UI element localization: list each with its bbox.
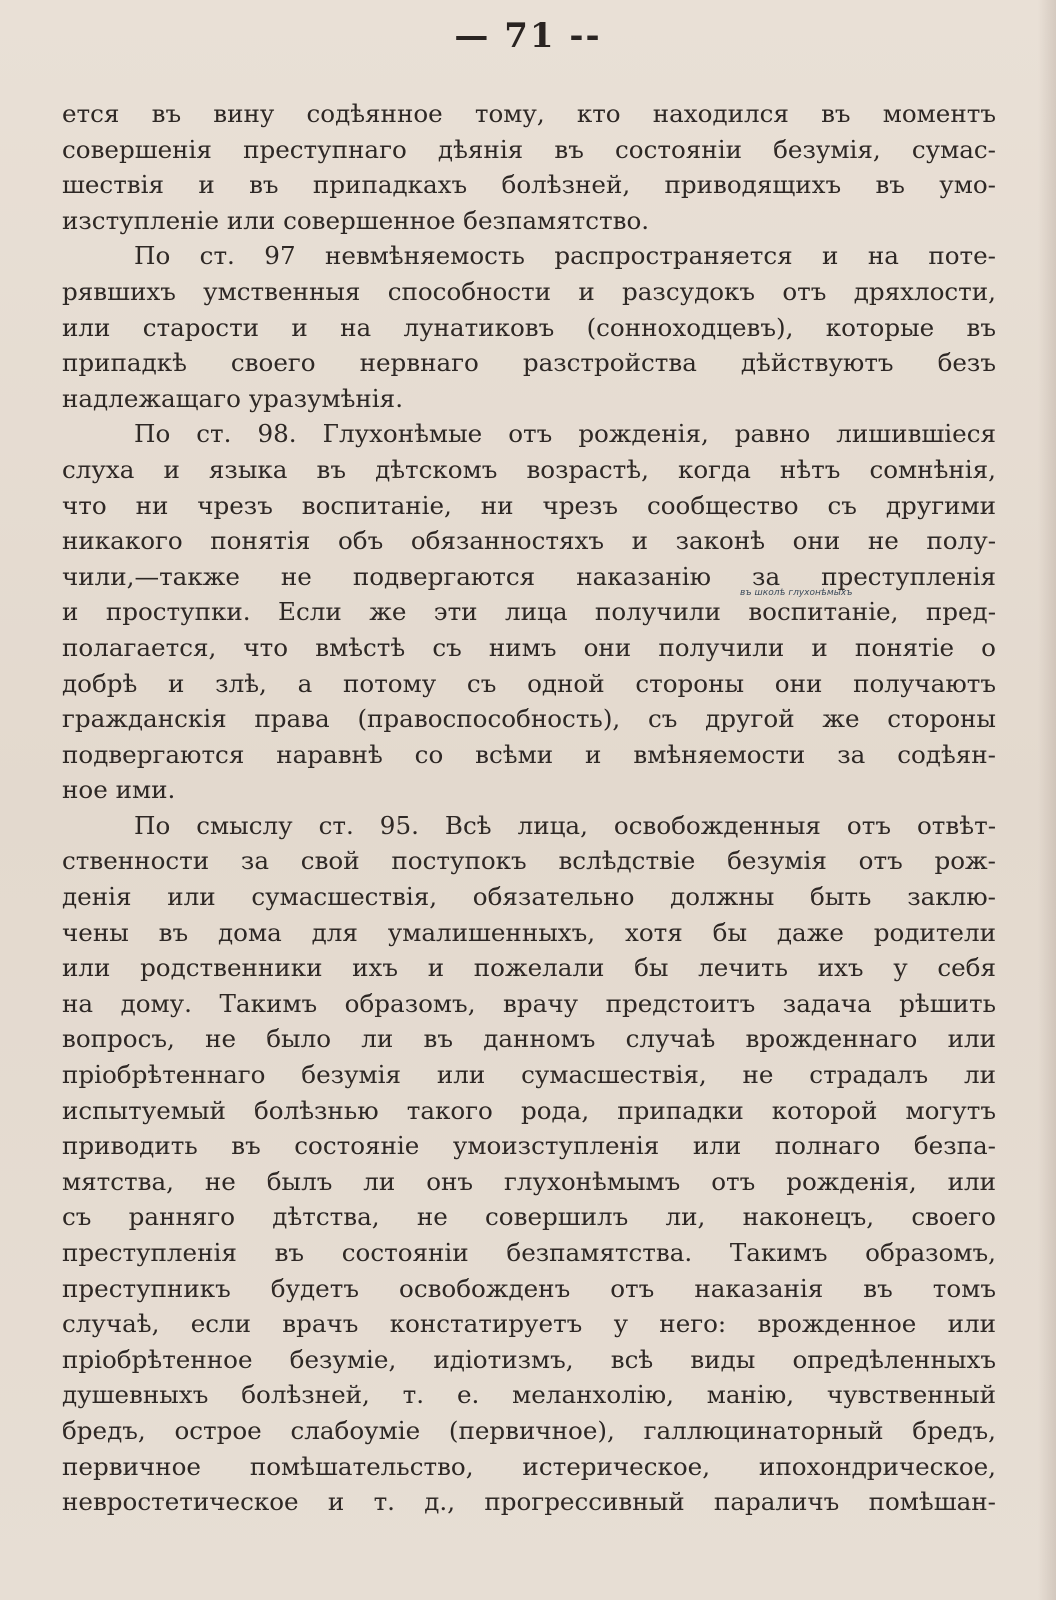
text-line: невростетическое и т. д., прогрессивный параличъ помѣшан- — [62, 1487, 996, 1517]
text-line: или старости и на лунатиковъ (сонноходцевъ), которые въ — [62, 312, 996, 342]
text-line: шествія и въ припадкахъ болѣзней, приводящихъ въ умо- — [62, 170, 996, 200]
text-line: преступникъ будетъ освобожденъ отъ наказанія въ томъ — [62, 1273, 996, 1303]
text-line: По смыслу ст. 95. Всѣ лица, освобожденныя отъ отвѣт- — [134, 810, 996, 840]
text-line: припадкѣ своего нервнаго разстройства дѣйствуютъ безъ — [62, 348, 996, 378]
text-line: душевныхъ болѣзней, т. е. меланхолію, манію, чувственный — [62, 1380, 996, 1410]
text-line: чили,—также не подвергаются наказанію за преступленія — [62, 561, 996, 591]
text-line: слуха и языка въ дѣтскомъ возрастѣ, когда нѣтъ сомнѣнія, — [62, 454, 996, 484]
text-line: никакого понятія объ обязанностяхъ и законѣ они не полу- — [62, 526, 996, 556]
text-line: денія или сумасшествія, обязательно должны быть заклю- — [62, 882, 996, 912]
handwritten-margin-note: въ школѣ глухонѣмыхъ — [740, 588, 853, 598]
text-line: изступленіе или совершенное безпамятство. — [62, 205, 650, 235]
text-line: ное ими. — [62, 775, 176, 805]
text-line: вопросъ, не было ли въ данномъ случаѣ врожденнаго или — [62, 1024, 996, 1054]
text-line: случаѣ, если врачъ констатируетъ у него: врожденное или — [62, 1309, 996, 1339]
text-line: первичное помѣшательство, истерическое, ипохондрическое, — [62, 1451, 996, 1481]
text-line: ется въ вину содѣянное тому, кто находился въ моментъ — [62, 99, 996, 128]
text-line: По ст. 97 невмѣняемость распространяется и на поте- — [134, 241, 996, 271]
text-line: или родственники ихъ и пожелали бы лечить ихъ у себя — [62, 953, 996, 983]
text-line: ственности за свой поступокъ вслѣдствіе безумія отъ рож- — [62, 846, 996, 876]
page-number: — 71 -- — [454, 16, 602, 56]
text-line: чены въ дома для умалишенныхъ, хотя бы даже родители — [62, 917, 996, 947]
text-line: на дому. Такимъ образомъ, врачу предстоитъ задача рѣшить — [62, 988, 996, 1018]
text-line: подвергаются наравнѣ со всѣми и вмѣняемости за содѣян- — [62, 739, 996, 769]
text-line: полагается, что вмѣстѣ съ нимъ они получили и понятіе о — [62, 632, 996, 662]
text-line: испытуемый болѣзнью такого рода, припадки которой могутъ — [62, 1095, 996, 1125]
text-line: гражданскія права (правоспособность), съ другой же стороны — [62, 704, 996, 734]
page-body-text — [62, 96, 996, 1520]
text-line: что ни чрезъ воспитаніе, ни чрезъ сообщество съ другими — [62, 490, 996, 520]
text-line: съ ранняго дѣтства, не совершилъ ли, наконецъ, своего — [62, 1202, 996, 1232]
text-line: добрѣ и злѣ, а потому съ одной стороны они получаютъ — [62, 668, 996, 698]
text-line: рявшихъ умственныя способности и разсудокъ отъ дряхлости, — [62, 276, 996, 306]
text-line: мятства, не былъ ли онъ глухонѣмымъ отъ рожденія, или — [62, 1166, 996, 1196]
page-edge-shadow — [1038, 0, 1056, 1600]
text-line: бредъ, острое слабоуміе (первичное), галлюцинаторный бредъ, — [62, 1415, 996, 1445]
text-line: преступленія въ состояніи безпамятства. Такимъ образомъ, — [62, 1238, 996, 1267]
text-line: надлежащаго уразумѣнія. — [62, 383, 404, 413]
text-line: приводить въ состояніе умоизступленія или полнаго безпа- — [62, 1131, 996, 1161]
text-line: По ст. 98. Глухонѣмые отъ рожденія, равно лишившіеся — [134, 419, 996, 449]
text-line: пріобрѣтенное безуміе, идіотизмъ, всѣ виды опредѣленныхъ — [62, 1344, 996, 1374]
text-line: и проступки. Если же эти лица получили воспитаніе, пред- — [62, 597, 996, 627]
text-line: пріобрѣтеннаго безумія или сумасшествія, не страдалъ ли — [62, 1060, 996, 1090]
text-line: совершенія преступнаго дѣянія въ состояніи безумія, сумас- — [62, 134, 996, 164]
